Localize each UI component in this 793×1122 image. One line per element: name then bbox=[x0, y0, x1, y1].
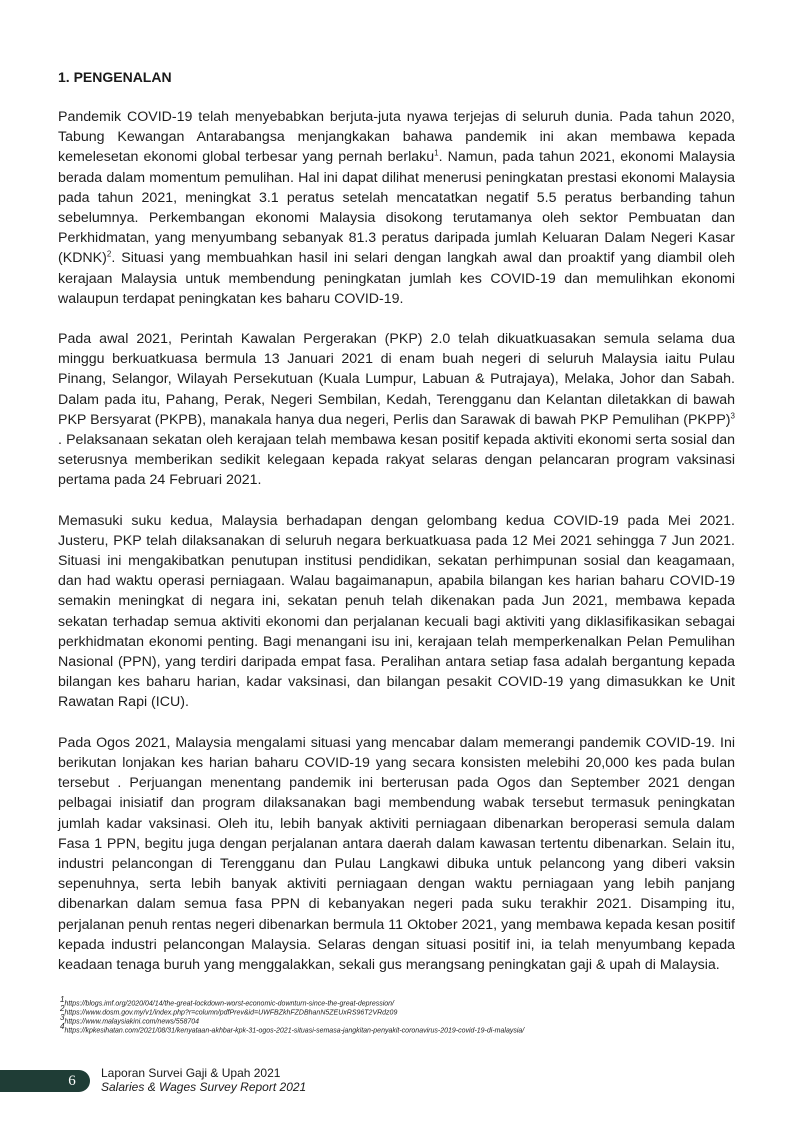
footnote-2-link[interactable]: https://www.dosm.gov.my/v1/index.php?r=column/pdfPrev&id=UWFBZkhFZDBhanN5ZEUxRS96T2VRdz09 bbox=[64, 1009, 398, 1017]
section-heading: 1. PENGENALAN bbox=[58, 69, 172, 85]
footnote-1[interactable] bbox=[60, 995, 740, 1009]
report-title-malay: Laporan Survei Gaji & Upah 2021 bbox=[101, 1066, 281, 1080]
paragraph-2 bbox=[58, 329, 735, 491]
footnote-ref-1[interactable]: 1 bbox=[434, 148, 439, 158]
footnote-3-number: 3 bbox=[60, 1012, 65, 1022]
page-footer bbox=[0, 1066, 793, 1098]
paragraph-1 bbox=[58, 107, 735, 309]
paragraph-1-part-1: Pandemik COVID-19 telah menyebabkan berjuta-juta nyawa terjejas di seluruh dunia. Pada tahun 2020, Tabung Kewangan Antarabangsa menjangkakan bahawa pandemik ini akan membawa kepada kemelesetan ekonomi global terbesar yang pernah berlaku bbox=[58, 109, 735, 166]
footnote-4-number: 4 bbox=[60, 1021, 65, 1031]
footnote-1-number: 1 bbox=[60, 995, 65, 1004]
footnote-1-link[interactable]: https://blogs.imf.org/2020/04/14/the-great-lockdown-worst-economic-downturn-since-the-great-depression/ bbox=[64, 1000, 395, 1008]
paragraph-2-part-1: Pada awal 2021, Perintah Kawalan Pergerakan (PKP) 2.0 telah dikuatkuasakan semula selama dua minggu berkuatkuasa bermula 13 Januari 2021 di enam buah negeri di seluruh Malaysia iaitu Pulau Pinang, Selangor, Wilayah Persekutuan (Kuala Lumpur, Labuan & Putrajaya), Melaka, Johor dan Sabah. Dalam pada itu, Pahang, Perak, Negeri Sembilan, Kedah, Terengganu dan Kelantan diletakkan di bawah PKP Bersyarat (PKPB), manakala hanya dua negeri, Perlis dan Sarawak di bawah PKP Pemulihan (PKPP) bbox=[58, 331, 735, 428]
paragraph-4: Pada Ogos 2021, Malaysia mengalami situasi yang mencabar dalam memerangi pandemik COVID-19. Ini berikutan lonjakan kes harian baharu COVID-19 yang secara konsisten melebihi 20,000 kes pada bulan tersebut . Perjuangan menentang pandemik ini berterusan pada Ogos dan September 2021 dengan pelbagai inisiatif dan program dilaksanakan bagi membendung wabak tersebut termasuk peningkatan jumlah kadar vaksinasi. Oleh itu, lebih banyak aktiviti perniagaan dibenarkan beroperasi semula dalam Fasa 1 PPN, begitu juga dengan perjalanan antara daerah dalam kawasan tertentu dibenarkan. Selain itu, industri pelancongan di Terengganu dan Pulau Langkawi dibuka untuk pelancong yang diberi vaksin sepenuhnya, serta lebih banyak aktiviti perniagaan dengan waktu perniagaan yang lebih panjang dibenarkan dalam semua fasa PPN di kebanyakan negeri pada suku terakhir 2021. Disamping itu, perjalanan penuh rentas negeri dibenarkan bermula 11 Oktober 2021, yang membawa kepada kesan positif kepada industri pelancongan Malaysia. Selaras dengan situasi positif ini, ia telah menyumbang kepada keadaan tenaga buruh yang menggalakkan, sekali gus merangsang peningkatan gaji & upah di Malaysia. bbox=[58, 734, 735, 973]
footnote-ref-3[interactable]: 3 bbox=[730, 411, 735, 421]
footnote-3-link[interactable]: https://www.malaysiakini.com/news/558704 bbox=[64, 1018, 200, 1026]
footnote-ref-2[interactable]: 2 bbox=[106, 249, 112, 259]
paragraph-3: Memasuki suku kedua, Malaysia berhadapan dengan gelombang kedua COVID-19 pada Mei 2021. Justeru, PKP telah dilaksanakan di seluruh negara berkuatkuasa pada 12 Mei 2021 sehingga 7 Jun 2021. Situasi ini mengakibatkan penutupan institusi pendidikan, sekatan perhimpunan sosial dan keagamaan, dan had waktu operasi perniagaan. Walau bagaimanapun, apabila bilangan kes harian baharu COVID-19 semakin meningkat di negara ini, sekatan penuh telah dikenakan pada Jun 2021, membawa kepada sekatan terhadap semua aktiviti ekonomi dan perjalanan kecuali bagi aktiviti yang diklasifikasikan sebagai perkhidmatan ekonomi penting. Bagi menangani isu ini, kerajaan telah memperkenalkan Pelan Pemulihan Nasional (PPN), yang terdiri daripada empat fasa. Peralihan antara setiap fasa adalah bergantung kepada bilangan kes baharu harian, kadar vaksinasi, dan bilangan pesakit COVID-19 yang dimasukkan ke Unit Rawatan Rapi (ICU). bbox=[58, 512, 735, 711]
report-title-english: Salaries & Wages Survey Report 2021 bbox=[101, 1080, 307, 1094]
footnote-4-link[interactable]: https://kpkesihatan.com/2021/08/31/kenyataan-akhbar-kpk-31-ogos-2021-situasi-semasa-jangkitan-penyakit-coronavirus-2019-covid-19-di-malaysia/ bbox=[64, 1027, 525, 1035]
footnote-2-number: 2 bbox=[60, 1003, 65, 1013]
page-number: 6 bbox=[68, 1073, 76, 1089]
paragraph-2-part-2: . Pelaksanaan sekatan oleh kerajaan telah membawa kesan positif kepada aktiviti ekonomi serta sosial dan seterusnya memberikan sedikit kelegaan kepada rakyat selaras dengan pelancaran program vaksinasi pertama pada 24 Februari 2021. bbox=[58, 432, 735, 489]
paragraph-1-part-3: . Situasi yang membuahkan hasil ini selari dengan langkah awal dan proaktif yang diambil oleh kerajaan Malaysia untuk membendung peningkatan jumlah kes COVID-19 dan memulihkan ekonomi walaupun terdapat peningkatan kes baharu COVID-19. bbox=[58, 250, 735, 307]
footnotes bbox=[60, 995, 740, 1036]
paragraph-1-part-2: . Namun, pada tahun 2021, ekonomi Malaysia berada dalam momentum pemulihan. Hal ini dapat dilihat menerusi peningkatan prestasi ekonomi Malaysia pada tahun 2021, meningkat 3.1 peratus setelah mencatatkan negatif 5.5 peratus berbanding tahun sebelumnya. Perkembangan ekonomi Malaysia disokong terutamanya oleh sektor Pembuatan dan Perkhidmatan, yang menyumbang sebanyak 81.3 peratus daripada jumlah Keluaran Dalam Negeri Kasar (KDNK) bbox=[58, 149, 735, 267]
body-text bbox=[58, 107, 735, 995]
